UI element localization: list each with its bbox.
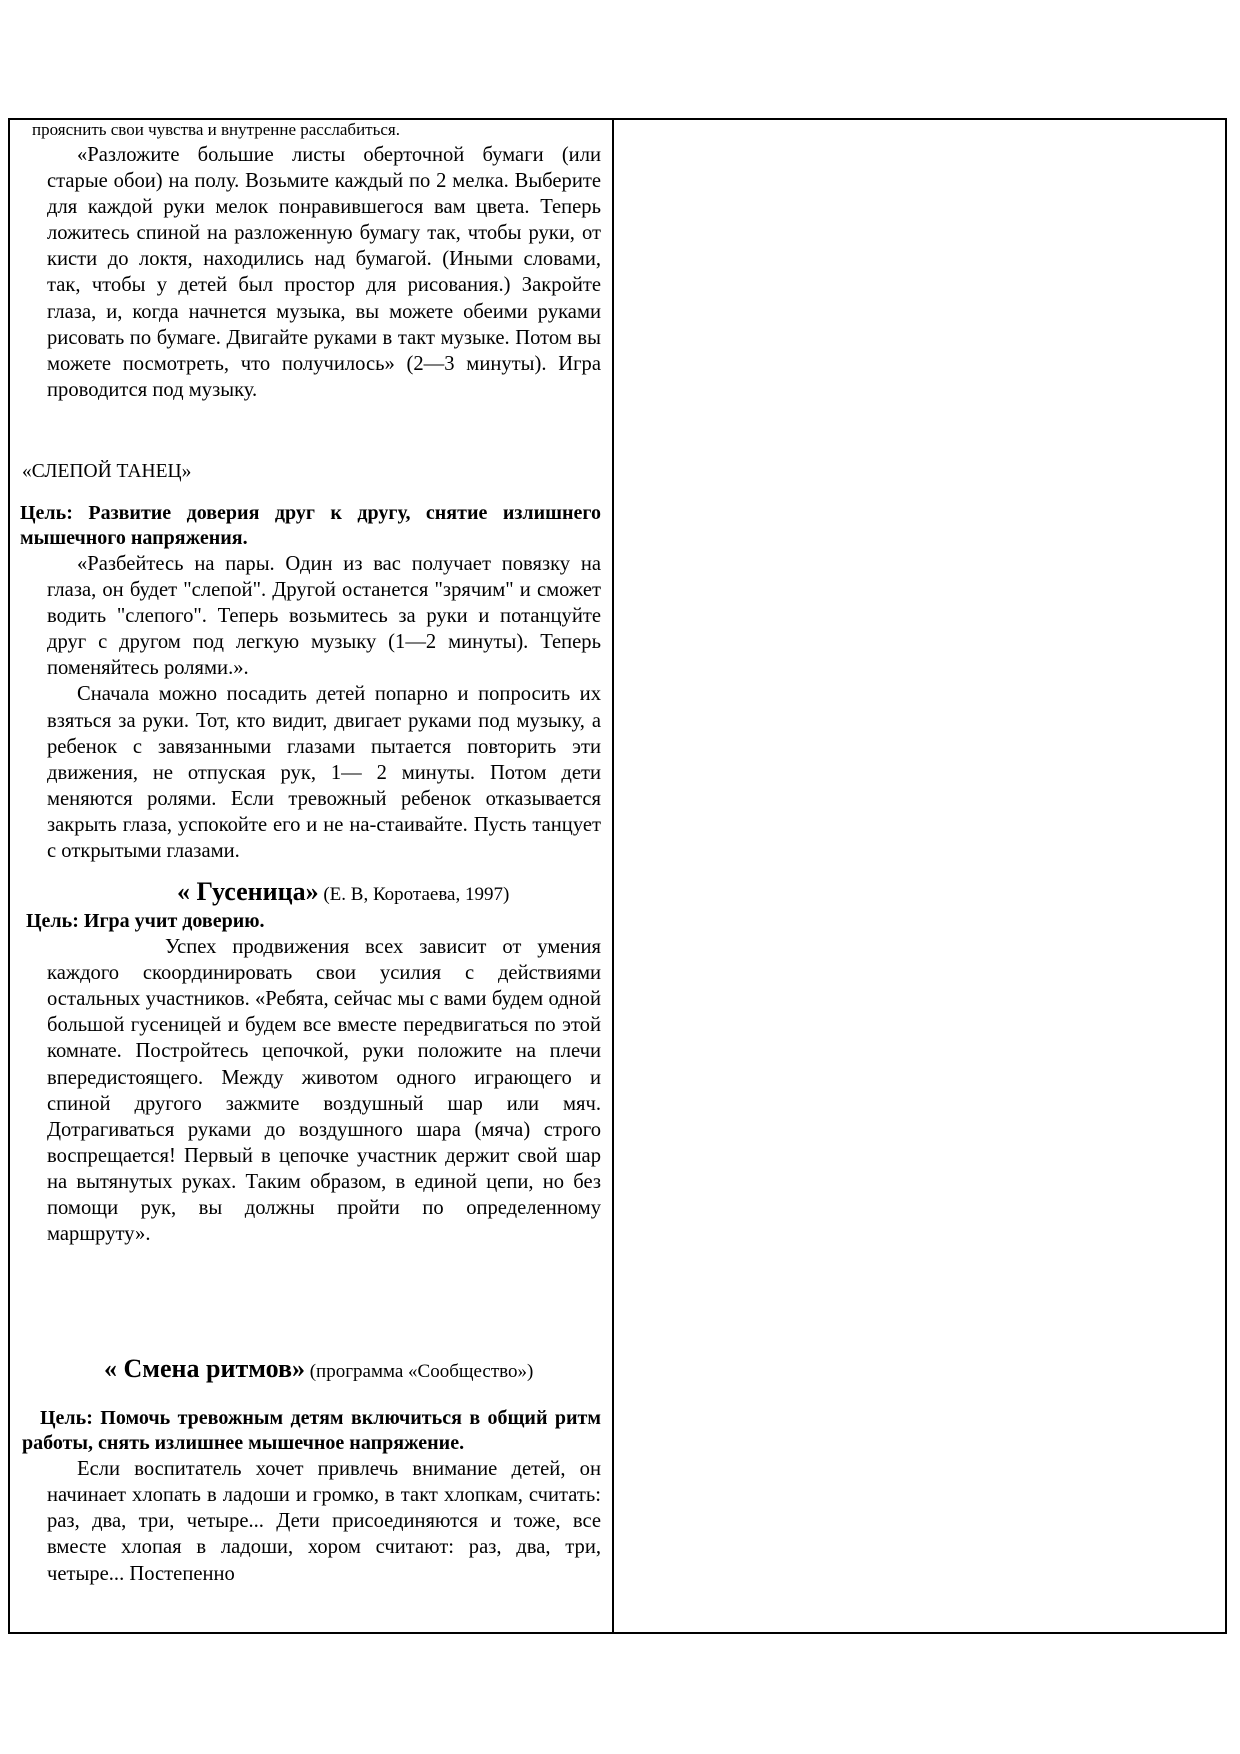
content-table: [8, 118, 1227, 1634]
blind-dance-title: «СЛЕПОЙ ТАНЕЦ»: [22, 460, 192, 482]
caterpillar-goal: Цель: Игра учит доверию.: [26, 910, 265, 933]
blind-dance-goal: Цель: Развитие доверия друг к другу, снятие излишнего мышечного напряжения.: [20, 501, 601, 549]
rhythm-change-title: [22, 1355, 601, 1386]
drawing-game-text: «Разложите большие листы оберточной бумаги (или старые обои) на полу. Возьмите каждый по 2 мелка. Выберите для каждой руки мелок понравившегося вам цвета. Теперь ложитесь спиной на разложенную бумагу так, чтобы руки, от кисти до локтя, находились над бумагой. (Иными словами, так, чтобы у детей был простор для рисования.) Закройте глаза, и, когда начнется музыка, вы можете обеими руками рисовать по бумаге. Двигайте руками в такт музыке. Потом вы можете посмотреть, что получилось» (2—3 минуты). Игра проводится под музыку.: [47, 144, 601, 401]
caterpillar-title: [22, 878, 601, 909]
rhythm-change-title-source: (программа «Сообщество»): [304, 1361, 534, 1383]
continuation-line: прояснить свои чувства и внутренне расслабиться.: [32, 120, 400, 139]
blind-dance-text-2: Сначала можно посадить детей попарно и попросить их взяться за руки. Тот, кто видит, двигает руками под музыку, а ребенок с завязанными глазами пытается повторить эти движения, не отпуская рук, 1— 2 минуты. Потом дети меняются ролями. Если тревожный ребенок отказывается закрыть глаза, успокойте его и не на-стаивайте. Пусть танцует с открытыми глазами.: [47, 683, 601, 862]
blind-dance-text-1: «Разбейтесь на пары. Один из вас получает повязку на глаза, он будет "слепой". Другой останется "зрячим" и сможет водить "слепого". Теперь возьмитесь за руки и потанцуйте друг с другом под легкую музыку (1—2 минуты). Теперь поменяйтесь ролями.».: [47, 552, 601, 680]
caterpillar-title-main: « Гусеница»: [177, 877, 319, 907]
rhythm-change-title-main: « Смена ритмов»: [104, 1354, 305, 1384]
caterpillar-title-source: (Е. В, Коротаева, 1997): [318, 884, 510, 906]
rhythm-change-goal: Цель: Помочь тревожным детям включиться в общий ритм работы, снять излишнее мышечное напряжение.: [22, 1407, 601, 1455]
right-column: [614, 120, 1225, 1632]
left-column: [10, 120, 614, 1632]
rhythm-change-text: Если воспитатель хочет привлечь внимание детей, он начинает хлопать в ладоши и громко, в такт хлопкам, считать: раз, два, три, четыре... Дети присоединяются и тоже, все вместе хлопая в ладоши, хором считают: раз, два, три, четыре... Постепенно: [47, 1458, 601, 1585]
caterpillar-text: Успех продвижения всех зависит от умения каждого скоординировать свои усилия с действиями остальных участников. «Ребята, сейчас мы с вами будем одной большой гусеницей и будем все вместе передвигаться по этой комнате. Постройтесь цепочкой, руки положите на плечи впередистоящего. Между животом одного играющего и спиной другого зажмите воздушный шар или мяч. Дотрагиваться руками до воздушного шара (мяча) строго воспрещается! Первый в цепочке участник держит свой шар на вытянутых руках. Таким образом, в единой цепи, но без помощи рук, вы должны пройти по определенному маршруту».: [47, 936, 601, 1246]
